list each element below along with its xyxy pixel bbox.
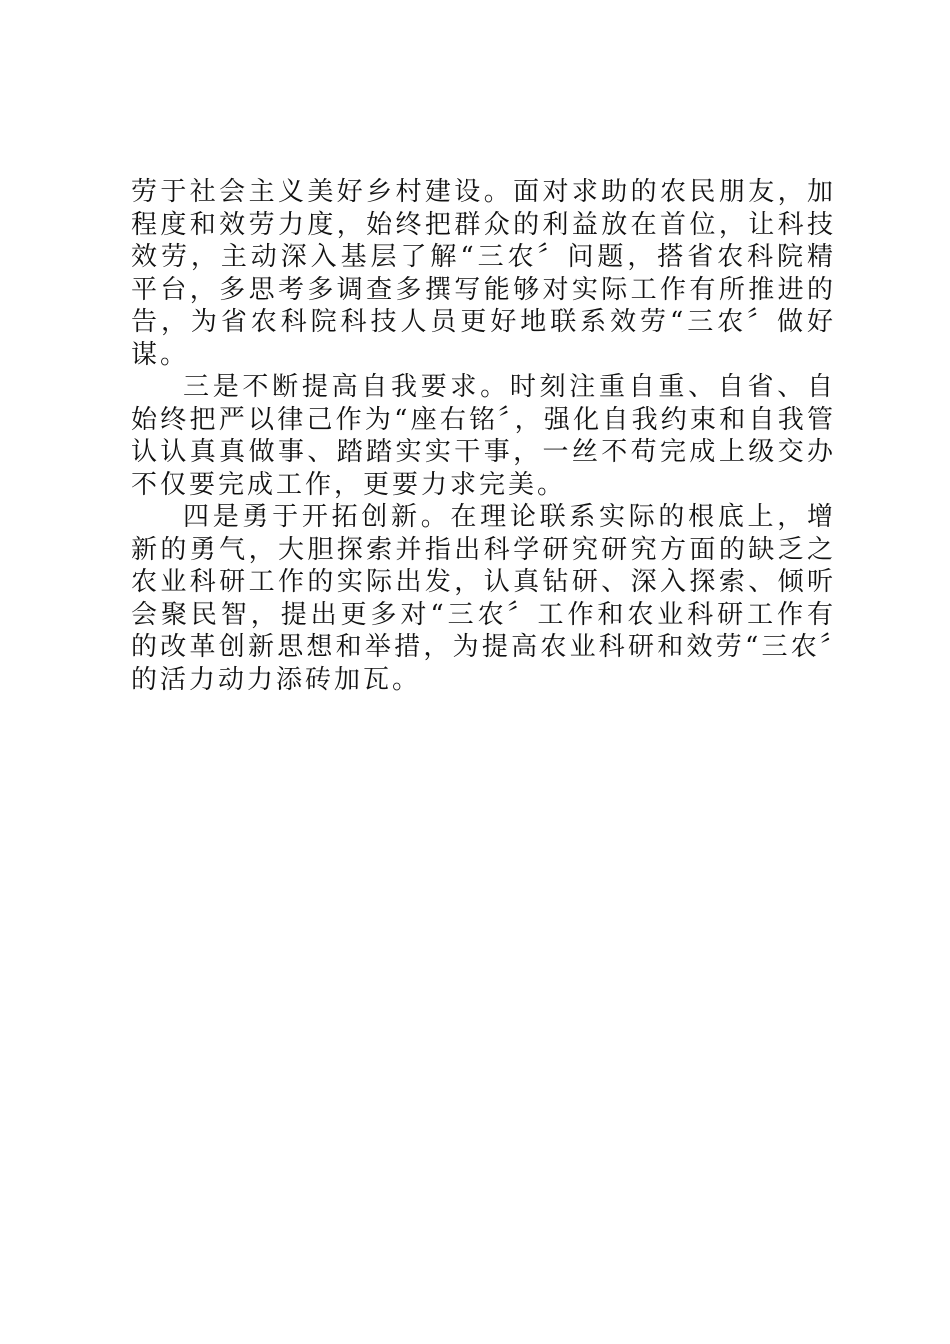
text-line: 会聚民智，提出更多对“三农〞工作和农业科研工作有 — [131, 599, 836, 630]
text-line: 农业科研工作的实际出发，认真钻研、深入探索、倾听 — [131, 567, 836, 597]
text-line: 劳于社会主义美好乡村建设。面对求助的农民朋友，加 — [131, 177, 836, 207]
text-line: 四是勇于开拓创新。在理论联系实际的根底上，增 — [183, 502, 836, 532]
text-line: 效劳，主动深入基层了解“三农〞问题，搭省农科院精 — [131, 242, 836, 272]
text-line: 始终把严以律己作为“座右铭〞，强化自我约束和自我管 — [131, 404, 836, 435]
paragraph-1 — [131, 176, 836, 371]
text-line: 的活力动力添砖加瓦。 — [131, 664, 422, 695]
text-line: 认认真真做事、踏踏实实干事，一丝不苟完成上级交办 — [131, 437, 836, 467]
paragraph-3 — [131, 501, 836, 696]
text-line: 平台，多思考多调查多撰写能够对实际工作有所推进的 — [131, 274, 836, 305]
text-line: 程度和效劳力度，始终把群众的利益放在首位，让科技 — [131, 209, 836, 240]
document-body — [131, 176, 836, 696]
paragraph-2 — [131, 371, 836, 501]
text-line: 不仅要完成工作，更要力求完美。 — [131, 469, 567, 500]
text-line: 的改革创新思想和举措，为提高农业科研和效劳“三农〞 — [131, 632, 836, 662]
text-line: 新的勇气，大胆探索并指出科学研究研究方面的缺乏之 — [131, 534, 836, 565]
text-line: 告，为省农科院科技人员更好地联系效劳“三农〞做好 — [131, 307, 836, 337]
text-line: 三是不断提高自我要求。时刻注重自重、自省、自 — [183, 372, 836, 402]
text-line: 谋。 — [131, 339, 190, 370]
